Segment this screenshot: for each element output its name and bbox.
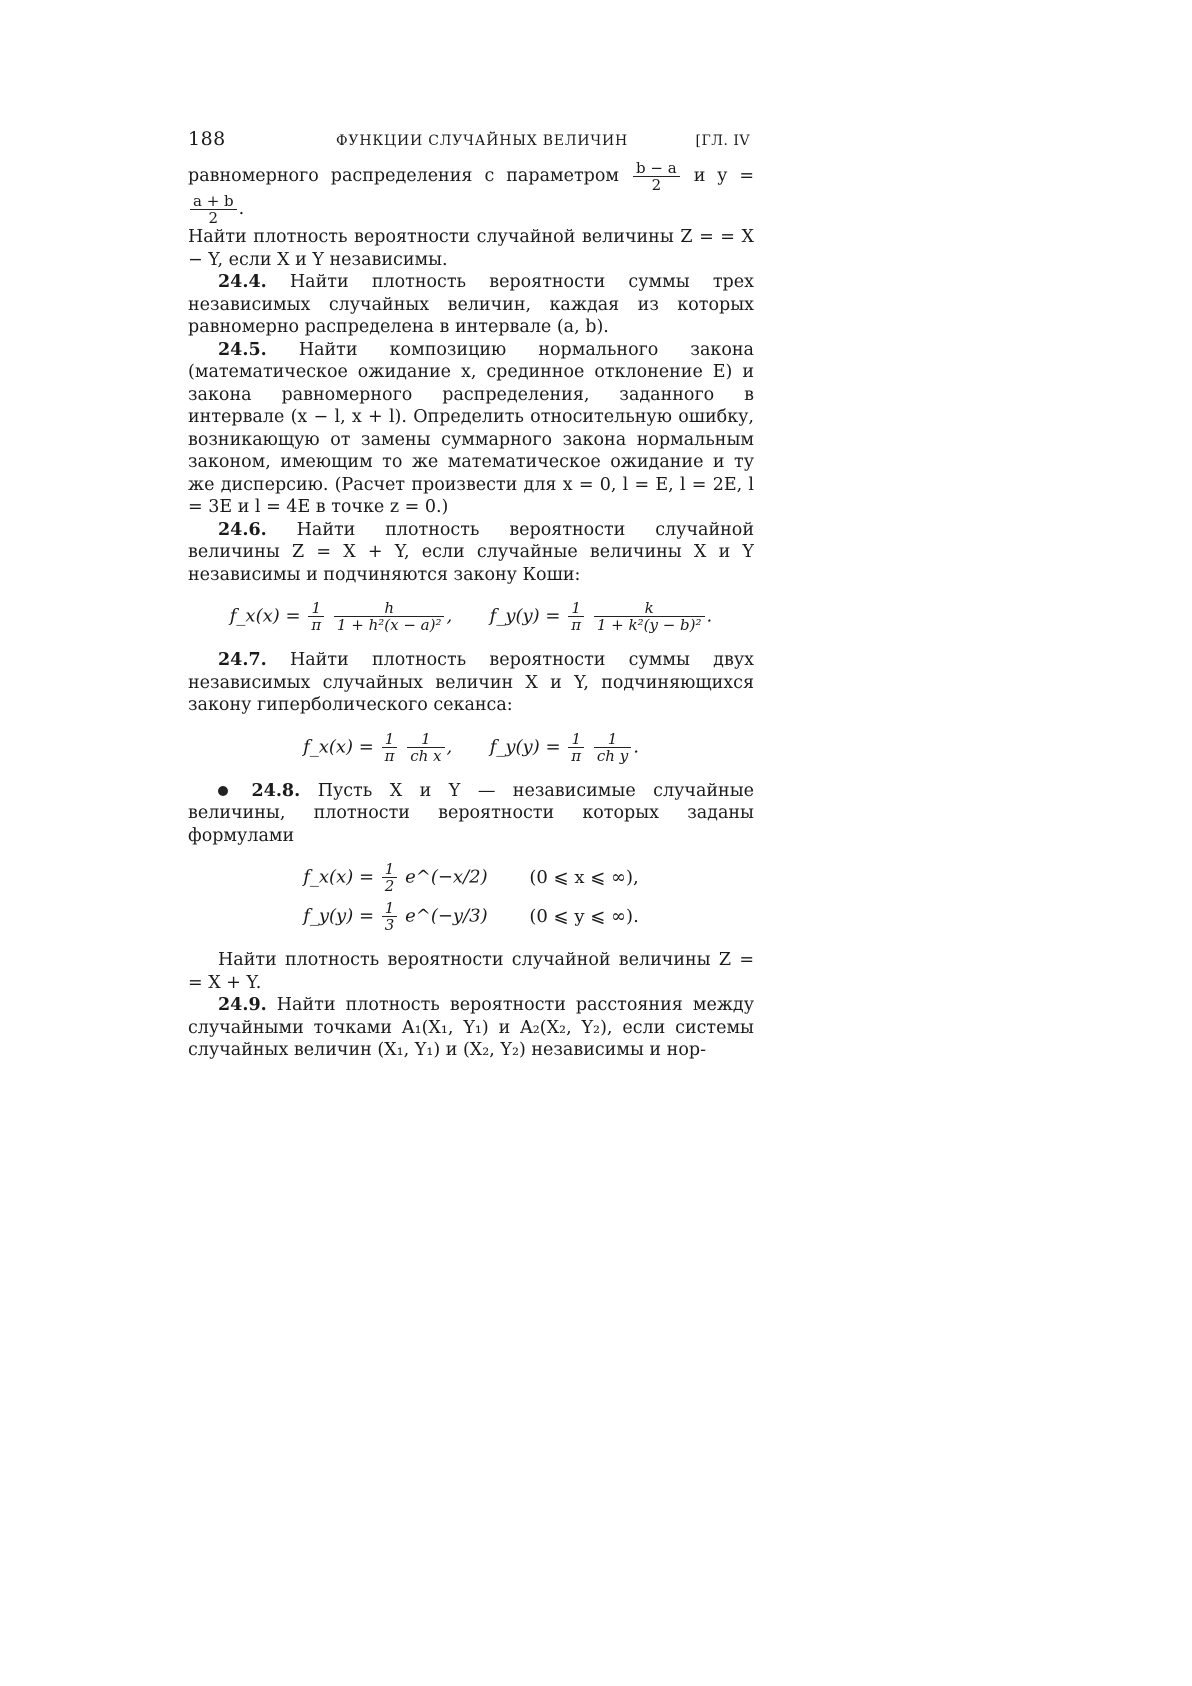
sech-formula: f_x(x) = $\frac{1}{\pi}$ $\frac{1}{\text{ch x}}$ , f_y(y) = $\frac{1}{\pi}$ $\frac{1}{\text{ch y}}$ . <box>303 729 639 765</box>
problem-24-8-task: Найти плотность вероятности случайной величины Z = = X + Y. <box>188 950 754 993</box>
continuation-paragraph: равномерного распределения с параметром $\frac{b - a}{2}$ и y = $\frac{a + b}{2}$ . <box>188 159 754 227</box>
problem-number: 24.5. <box>218 339 267 360</box>
exponential-formula-x: f_x(x) = $\frac{1}{2}$ e^(−x/2) (0 ⩽ x ⩽ ∞), <box>303 860 639 895</box>
problem-number: 24.6. <box>218 519 267 540</box>
problem-number: 24.4. <box>218 272 267 292</box>
running-title: ФУНКЦИИ СЛУЧАЙНЫХ ВЕЛИЧИН <box>336 133 629 149</box>
chapter-label: [ГЛ. IV <box>695 133 750 149</box>
problem-text: Найти плотность вероятности случайной величины Z = X + Y, если случайные величины X и Y независимы и подчиняются закону Коши: <box>188 519 754 585</box>
problem-24-5 <box>188 339 754 519</box>
fraction-a-plus-b: $\frac{a + b}{2}$ <box>190 193 237 226</box>
book-page <box>188 128 754 1062</box>
problem-text: Пусть X и Y — независимые случайные величины, плотности вероятности которых заданы формулами <box>188 780 754 846</box>
exponential-formula-y: f_y(y) = $\frac{1}{3}$ e^(−y/3) (0 ⩽ y ⩽ ∞). <box>303 899 639 934</box>
problem-24-4 <box>188 271 754 339</box>
problem-number: 24.7. <box>218 650 267 670</box>
difficulty-bullet-icon <box>218 786 228 796</box>
and-y-equals: и y = <box>693 166 754 186</box>
problem-text: Найти композицию нормального закона (математическое ожидание x, срединное отклонение E) и закона равномерного распределения, заданного в интервале (x − l, x + l). Определить относительную ошибку, возникающую от замены суммарного закона нормальным законом, имеющим то же математическое ожидание и ту же дисперсию. (Расчет произвести для x = 0, l = E, l = 2E, l = 3E и l = 4E в точке z = 0.) <box>188 339 754 517</box>
running-header <box>188 128 754 156</box>
fraction-b-minus-a: $\frac{b - a}{2}$ <box>633 160 680 193</box>
continuation-text: равномерного распределения с параметром <box>188 166 619 186</box>
problem-number: 24.8. <box>251 780 301 801</box>
continuation-task: Найти плотность вероятности случайной величины Z = = X − Y, если X и Y независимы. <box>188 227 754 270</box>
problem-text: Найти плотность вероятности суммы двух независимых случайных величин X и Y, подчиняющихся закону гиперболического секанса: <box>188 650 754 715</box>
problem-text: Найти плотность вероятности суммы трех независимых случайных величин, каждая из которых равномерно распределена в интервале (a, b). <box>188 272 754 337</box>
cauchy-formula: f_x(x) = $\frac{1}{\pi}$ $\frac{h}{\text{1 + h²(x − a)²}}$ , f_y(y) = $\frac{1}{\pi}$ $\frac{k}{\text{1 + k²(y − b)²}}$ . <box>229 599 713 634</box>
problem-24-8 <box>188 780 754 848</box>
problem-24-7 <box>188 649 754 717</box>
problem-text: Найти плотность вероятности расстояния между случайными точками A₁(X₁, Y₁) и A₂(X₂, Y₂), если системы случайных величин (X₁, Y₁) и (X₂, Y₂) независимы и нор- <box>188 995 754 1060</box>
problem-number: 24.9. <box>218 995 267 1015</box>
page-number: 188 <box>188 128 226 150</box>
problem-24-6 <box>188 519 754 587</box>
problem-24-9 <box>188 994 754 1062</box>
